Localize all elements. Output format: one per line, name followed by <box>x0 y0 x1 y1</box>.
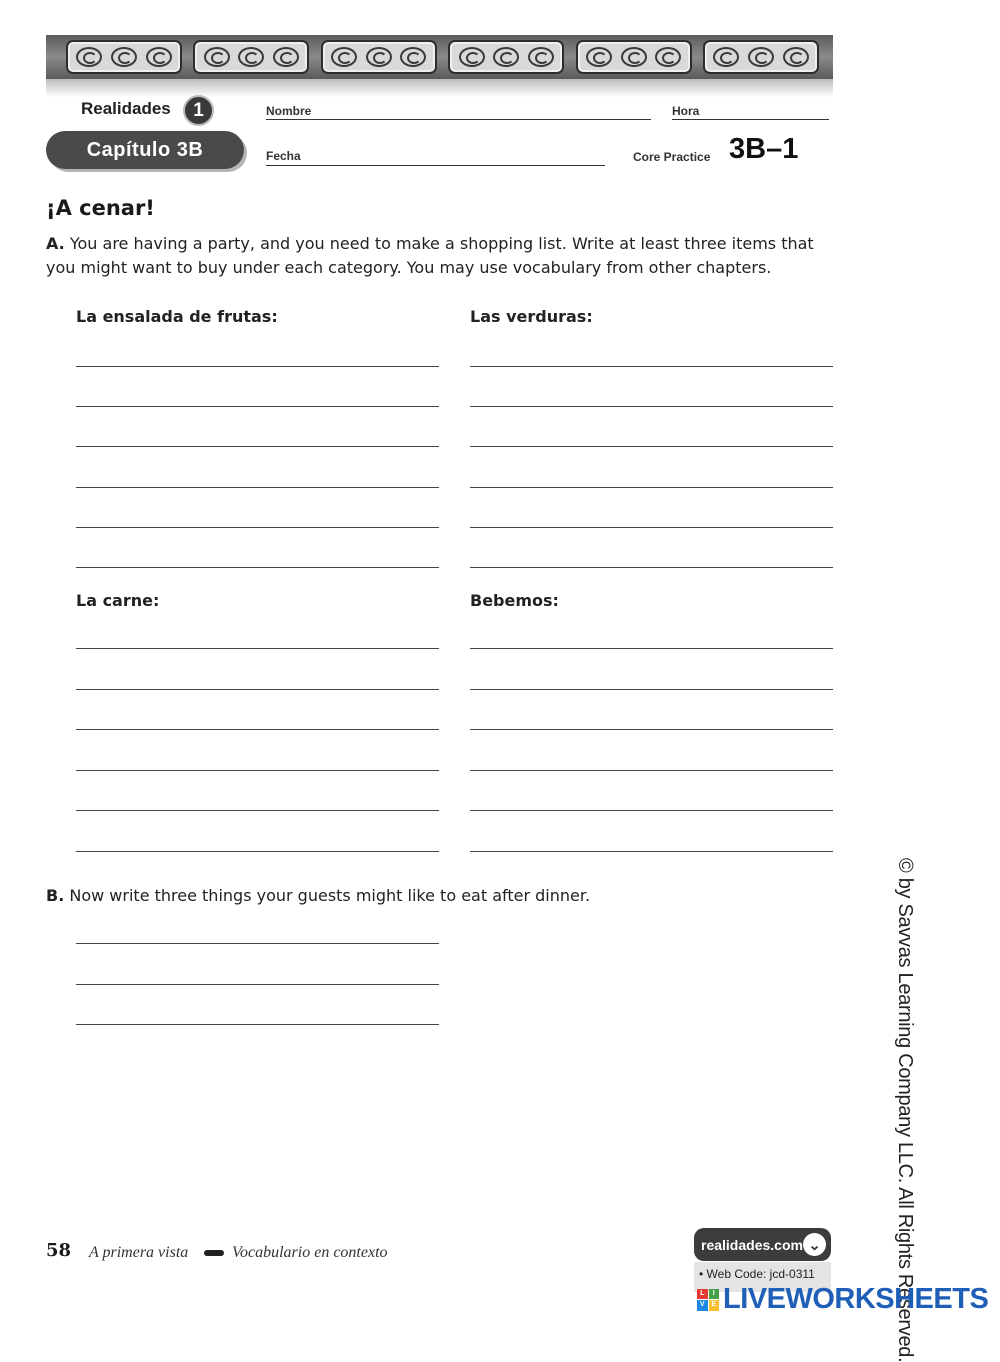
answer-line[interactable] <box>470 487 833 488</box>
website-label: realidades.com <box>701 1236 803 1253</box>
answer-line[interactable] <box>76 984 439 985</box>
date-field[interactable] <box>266 165 605 166</box>
answer-line[interactable] <box>470 729 833 730</box>
answer-line[interactable] <box>470 406 833 407</box>
banner-shadow <box>46 79 833 97</box>
name-field[interactable] <box>266 119 651 120</box>
chevron-down-icon: ⌄ <box>803 1233 826 1256</box>
name-label: Nombre <box>266 104 312 118</box>
level-badge: 1 <box>183 95 214 126</box>
answer-line[interactable] <box>76 527 439 528</box>
part-a-instruction <box>46 232 836 280</box>
part-b-letter: B. <box>46 886 65 905</box>
decorative-banner <box>46 35 833 79</box>
hour-label: Hora <box>672 104 700 118</box>
answer-line[interactable] <box>470 567 833 568</box>
liveworksheets-icon: L I V E <box>697 1289 719 1311</box>
answer-line[interactable] <box>76 406 439 407</box>
spiral-pattern-icon <box>448 40 564 74</box>
answer-line[interactable] <box>470 770 833 771</box>
copyright-notice: © by Savvas Learning Company LLC. All Rights Reserved. <box>894 858 916 1362</box>
answer-line[interactable] <box>470 366 833 367</box>
spiral-pattern-icon <box>703 40 819 74</box>
part-b-text: Now write three things your guests might like to eat after dinner. <box>69 886 591 905</box>
answer-line[interactable] <box>76 446 439 447</box>
footer-dash <box>204 1250 224 1256</box>
answer-line[interactable] <box>76 851 439 852</box>
answer-line[interactable] <box>76 770 439 771</box>
answer-line[interactable] <box>76 567 439 568</box>
answer-line[interactable] <box>76 943 439 944</box>
date-label: Fecha <box>266 149 301 163</box>
page-number: 58 <box>46 1240 72 1261</box>
hour-field[interactable] <box>672 119 829 120</box>
answer-line[interactable] <box>76 648 439 649</box>
website-badge[interactable] <box>694 1228 831 1261</box>
spiral-pattern-icon <box>66 40 182 74</box>
spiral-pattern-icon <box>576 40 692 74</box>
answer-line[interactable] <box>470 648 833 649</box>
practice-code: 3B–1 <box>729 133 799 165</box>
part-a-letter: A. <box>46 234 65 253</box>
answer-line[interactable] <box>470 810 833 811</box>
part-a-text: You are having a party, and you need to make a shopping list. Write at least three items that you might want to buy under each category. You may use vocabulary from other chapters. <box>46 234 814 277</box>
book-section: A primera vista <box>89 1244 189 1261</box>
answer-line[interactable] <box>76 810 439 811</box>
answer-line[interactable] <box>470 851 833 852</box>
spiral-pattern-icon <box>193 40 309 74</box>
answer-line[interactable] <box>76 487 439 488</box>
chapter-badge: Capítulo 3B <box>46 131 244 169</box>
category-heading: La carne: <box>76 591 160 610</box>
spiral-pattern-icon <box>321 40 437 74</box>
answer-line[interactable] <box>470 446 833 447</box>
core-practice-label: Core Practice <box>633 150 711 164</box>
part-b-instruction <box>46 884 836 908</box>
answer-line[interactable] <box>76 729 439 730</box>
liveworksheets-logo[interactable] <box>697 1283 988 1316</box>
answer-line[interactable] <box>76 689 439 690</box>
section-name: Vocabulario en contexto <box>232 1244 388 1261</box>
series-title: Realidades <box>81 99 171 118</box>
category-heading: Bebemos: <box>470 591 559 610</box>
answer-line[interactable] <box>76 366 439 367</box>
answer-line[interactable] <box>76 1024 439 1025</box>
answer-line[interactable] <box>470 689 833 690</box>
page-title: ¡A cenar! <box>46 196 155 220</box>
liveworksheets-text: LIVEWORKSHEETS <box>723 1283 989 1315</box>
answer-line[interactable] <box>470 527 833 528</box>
web-code: • Web Code: jcd-0311 <box>699 1267 815 1281</box>
category-heading: Las verduras: <box>470 307 593 326</box>
category-heading: La ensalada de frutas: <box>76 307 278 326</box>
